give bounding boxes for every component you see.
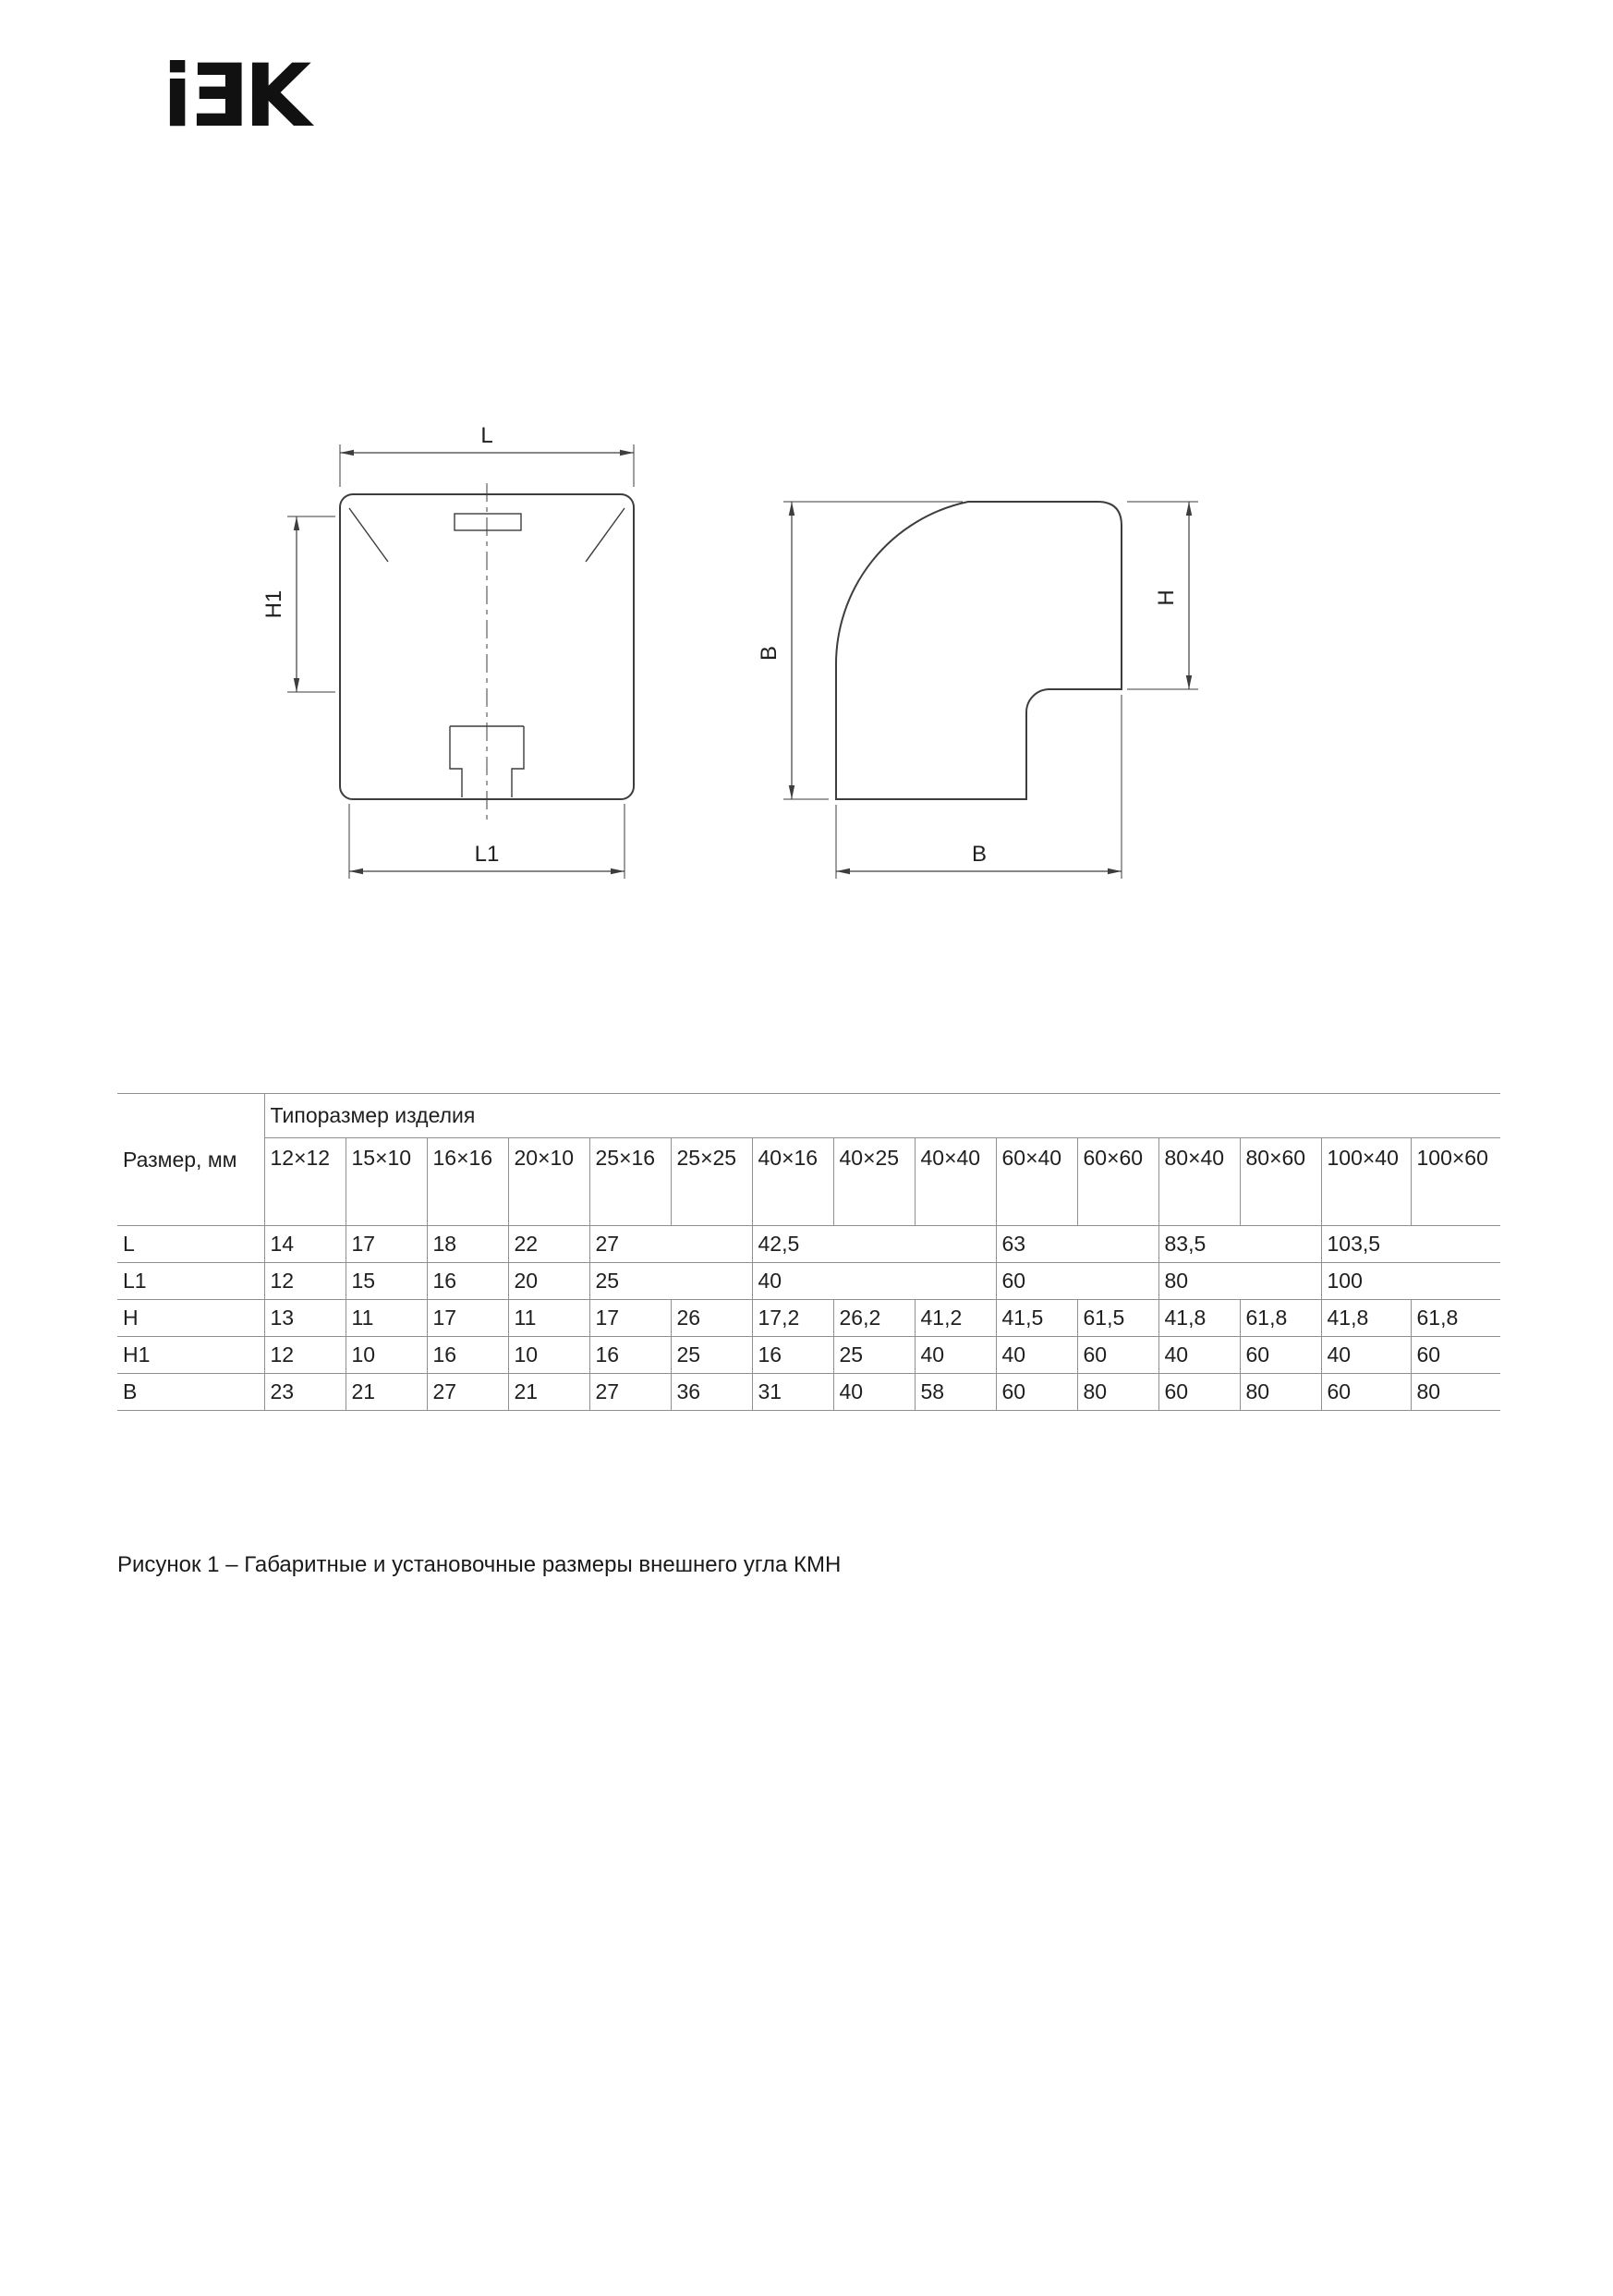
value-cell: 61,8: [1411, 1300, 1500, 1337]
front-view-drawing: [261, 423, 634, 879]
figure-caption: Рисунок 1 – Габаритные и установочные размеры внешнего угла КМН: [117, 1552, 842, 1577]
value-cell: 17,2: [752, 1300, 833, 1337]
front-latch: [455, 514, 521, 530]
value-cell: 40: [1158, 1337, 1240, 1374]
size-column-header: 40×16: [752, 1138, 833, 1226]
value-cell: 16: [427, 1337, 508, 1374]
value-cell: 25: [589, 1263, 752, 1300]
value-cell: 12: [264, 1263, 346, 1300]
value-cell: 23: [264, 1374, 346, 1411]
value-cell: 36: [671, 1374, 752, 1411]
value-cell: 41,8: [1158, 1300, 1240, 1337]
value-cell: 61,5: [1077, 1300, 1158, 1337]
side-outline: [836, 502, 1122, 799]
dim-label-H1: H1: [261, 589, 286, 619]
iek-logo: iƎK: [163, 46, 309, 147]
value-cell: 60: [1077, 1337, 1158, 1374]
value-cell: 20: [508, 1263, 589, 1300]
row-label: L: [117, 1226, 264, 1263]
value-cell: 14: [264, 1226, 346, 1263]
value-cell: 11: [508, 1300, 589, 1337]
value-cell: 80: [1411, 1374, 1500, 1411]
value-cell: 18: [427, 1226, 508, 1263]
value-cell: 21: [508, 1374, 589, 1411]
value-cell: 25: [671, 1337, 752, 1374]
dimensions-table-container: [117, 1093, 1500, 1411]
value-cell: 40: [1321, 1337, 1411, 1374]
value-cell: 27: [427, 1374, 508, 1411]
dim-label-L1: L1: [474, 842, 500, 867]
value-cell: 16: [589, 1337, 671, 1374]
value-cell: 12: [264, 1337, 346, 1374]
dim-label-B-left: B: [757, 645, 782, 662]
value-cell: 60: [1411, 1337, 1500, 1374]
size-column-header: 40×25: [833, 1138, 915, 1226]
value-cell: 10: [508, 1337, 589, 1374]
value-cell: 27: [589, 1226, 752, 1263]
value-cell: 40: [915, 1337, 996, 1374]
group-header: Типоразмер изделия: [264, 1094, 1500, 1138]
value-cell: 60: [996, 1263, 1158, 1300]
dim-label-B-bottom: B: [971, 842, 988, 867]
value-cell: 103,5: [1321, 1226, 1500, 1263]
size-column-header: 20×10: [508, 1138, 589, 1226]
size-column-header: 60×40: [996, 1138, 1077, 1226]
dimensions-table: [117, 1093, 1500, 1411]
value-cell: 16: [752, 1337, 833, 1374]
dimension-drawings: [0, 0, 1613, 942]
size-column-header: 80×40: [1158, 1138, 1240, 1226]
value-cell: 80: [1077, 1374, 1158, 1411]
value-cell: 42,5: [752, 1226, 996, 1263]
size-column-header: 15×10: [346, 1138, 427, 1226]
value-cell: 40: [996, 1337, 1077, 1374]
value-cell: 25: [833, 1337, 915, 1374]
side-view-drawing: [757, 502, 1198, 879]
value-cell: 61,8: [1240, 1300, 1321, 1337]
value-cell: 41,8: [1321, 1300, 1411, 1337]
value-cell: 17: [427, 1300, 508, 1337]
value-cell: 10: [346, 1337, 427, 1374]
row-label: L1: [117, 1263, 264, 1300]
value-cell: 60: [1240, 1337, 1321, 1374]
dim-label-H: H: [1154, 589, 1179, 606]
size-column-header: 25×25: [671, 1138, 752, 1226]
value-cell: 22: [508, 1226, 589, 1263]
value-cell: 26,2: [833, 1300, 915, 1337]
size-column-header: 60×60: [1077, 1138, 1158, 1226]
value-cell: 11: [346, 1300, 427, 1337]
value-cell: 15: [346, 1263, 427, 1300]
size-column-header: 80×60: [1240, 1138, 1321, 1226]
value-cell: 40: [833, 1374, 915, 1411]
value-cell: 41,2: [915, 1300, 996, 1337]
value-cell: 58: [915, 1374, 996, 1411]
row-label: B: [117, 1374, 264, 1411]
row-label: H: [117, 1300, 264, 1337]
value-cell: 17: [589, 1300, 671, 1337]
value-cell: 41,5: [996, 1300, 1077, 1337]
front-chamfer-right: [586, 508, 625, 562]
front-chamfer-left: [349, 508, 388, 562]
value-cell: 100: [1321, 1263, 1500, 1300]
dim-label-L: L: [480, 423, 493, 448]
size-column-header: 25×16: [589, 1138, 671, 1226]
size-column-header: 100×60: [1411, 1138, 1500, 1226]
size-column-header: 40×40: [915, 1138, 996, 1226]
row-label: H1: [117, 1337, 264, 1374]
value-cell: 80: [1240, 1374, 1321, 1411]
value-cell: 80: [1158, 1263, 1321, 1300]
value-cell: 60: [1321, 1374, 1411, 1411]
value-cell: 83,5: [1158, 1226, 1321, 1263]
value-cell: 27: [589, 1374, 671, 1411]
value-cell: 17: [346, 1226, 427, 1263]
value-cell: 13: [264, 1300, 346, 1337]
value-cell: 26: [671, 1300, 752, 1337]
value-cell: 60: [1158, 1374, 1240, 1411]
value-cell: 63: [996, 1226, 1158, 1263]
size-column-header: 16×16: [427, 1138, 508, 1226]
value-cell: 60: [996, 1374, 1077, 1411]
value-cell: 40: [752, 1263, 996, 1300]
size-column-header: 12×12: [264, 1138, 346, 1226]
size-column-header: 100×40: [1321, 1138, 1411, 1226]
value-cell: 21: [346, 1374, 427, 1411]
value-cell: 31: [752, 1374, 833, 1411]
corner-header: Размер, мм: [117, 1094, 264, 1226]
value-cell: 16: [427, 1263, 508, 1300]
